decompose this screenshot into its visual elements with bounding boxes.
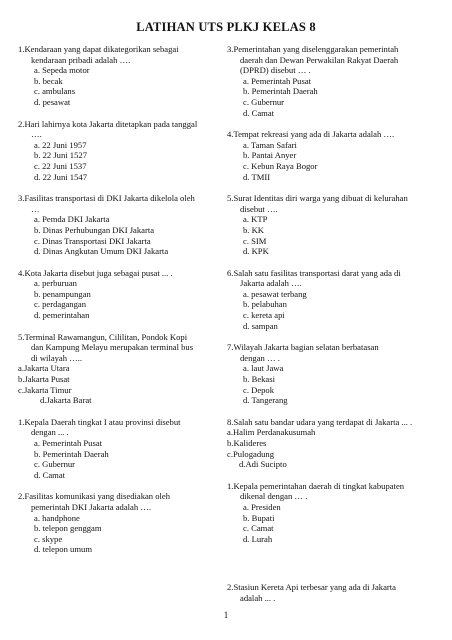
answer-option: b.Jakarta Pusat xyxy=(18,374,70,385)
question-item xyxy=(18,417,223,481)
answer-option: b. becak xyxy=(34,75,63,86)
question-stem-line: 1.Kendaraan yang dapat dikategorikan sebagai xyxy=(18,44,179,54)
question-stem-line: 4.Kota Jakarta disebut juga sebagai pusat ... . xyxy=(18,267,173,278)
answer-option: c. Gubernur xyxy=(34,459,76,470)
question-stem xyxy=(18,193,223,214)
question-item xyxy=(227,44,437,118)
page-title: LATIHAN UTS PLKJ KELAS 8 xyxy=(136,20,316,34)
answer-option: a. Pemerintah Pusat xyxy=(34,438,103,448)
answer-option: c.Jakarta Timur xyxy=(18,384,72,395)
answer-option: b. Pantai Anyer xyxy=(243,150,297,161)
question-stem-line: di wilayah ….. xyxy=(31,352,83,363)
answer-option: a. handphone xyxy=(34,512,80,523)
answer-option: a. Pemerintah Pusat xyxy=(243,75,312,86)
answer-option: b. Pemerintah Daerah xyxy=(243,86,318,97)
question-stem xyxy=(227,268,437,289)
answer-option: d. telepon umum xyxy=(34,544,92,555)
question-stem-line: 2.Fasilitas komunikasi yang disediakan oleh xyxy=(18,491,171,502)
answer-option: d. TMII xyxy=(243,171,271,182)
answer-option: b. 22 Juni 1527 xyxy=(34,150,87,161)
question-stem xyxy=(227,342,437,363)
answer-option: d. sampan xyxy=(243,320,278,331)
answer-option: a. pesawat terbang xyxy=(243,288,307,299)
right-column xyxy=(227,44,437,615)
question-stem-line: daerah dan Dewan Perwakilan Rakyat Daerah xyxy=(240,54,399,65)
answer-option: a.Jakarta Utara xyxy=(18,363,70,374)
question-stem xyxy=(227,481,437,502)
question-stem-line: 4.Tempat rekreasi yang ada di Jakarta adalah …. xyxy=(227,129,395,140)
question-item xyxy=(227,342,437,406)
question-stem-line: 5.Surat Identitas diri warga yang dibuat di kelurahan xyxy=(227,193,408,204)
question-item xyxy=(18,119,223,183)
question-item xyxy=(18,44,223,108)
answer-option: a. Taman Safari xyxy=(243,139,297,150)
question-stem-line: pemerintah DKI Jakarta adalah …. xyxy=(31,501,152,512)
answer-option: c. SIM xyxy=(243,235,267,246)
question-item xyxy=(227,268,437,332)
answer-option: c.Pulogadung xyxy=(227,448,275,459)
answer-option: d.Jakarta Barat xyxy=(40,395,92,406)
question-stem xyxy=(18,491,223,512)
answer-option: c. Camat xyxy=(243,523,274,534)
answer-option: b.Kalideres xyxy=(227,438,267,448)
answer-option: a. KTP xyxy=(243,214,268,225)
question-stem-line: 2.Hari lahirnya kota Jakarta ditetapkan pada tanggal xyxy=(18,118,198,129)
answer-option: d.Adi Sucipto xyxy=(239,459,287,470)
question-stem-line: 1.Kepala Daerah tingkat I atau provinsi disebut xyxy=(18,416,181,427)
question-stem-line: 6.Salah satu fasilitas transportasi darat yang ada di xyxy=(227,267,401,278)
question-stem xyxy=(18,332,223,364)
question-stem-line: 3.Pemerintahan yang diselenggarakan pemerintah xyxy=(227,44,399,54)
answer-option: b. telepon genggam xyxy=(34,523,102,534)
answer-option: c. perdagangan xyxy=(34,299,87,310)
answer-option: c. Depok xyxy=(243,384,275,395)
answer-option: d. 22 Juni 1547 xyxy=(34,171,87,182)
question-item xyxy=(18,268,223,321)
question-stem-line: …. xyxy=(31,129,42,140)
answer-option: c. 22 Juni 1537 xyxy=(34,160,87,171)
answer-option: c. kereta api xyxy=(243,310,285,321)
question-stem-line: 1.Kepala pemerintahan daerah di tingkat kabupaten xyxy=(227,480,405,491)
question-item xyxy=(227,129,437,182)
question-item xyxy=(18,491,223,555)
question-stem xyxy=(18,417,223,438)
answer-option: b. Bekasi xyxy=(243,374,275,385)
answer-option: b. Pemerintah Daerah xyxy=(34,448,109,459)
question-item xyxy=(227,582,437,603)
answer-option: d. pemerintahan xyxy=(34,310,90,321)
question-stem-line: adalah ... . xyxy=(240,592,276,603)
answer-option: a. perburuan xyxy=(34,278,77,289)
answer-option: b. Dinas Perhubungan DKI Jakarta xyxy=(34,224,155,235)
question-stem xyxy=(227,193,437,214)
question-stem xyxy=(227,44,437,76)
answer-option: d. Camat xyxy=(243,107,275,118)
answer-option: d. KPK xyxy=(243,246,269,257)
answer-option: d. Lurah xyxy=(243,533,273,544)
question-stem xyxy=(18,119,223,140)
question-stem-line: 5.Terminal Rawamangun, Cililitan, Pondok Kopi xyxy=(18,331,188,342)
answer-option: c. ambulans xyxy=(34,86,76,97)
left-column xyxy=(18,44,223,566)
answer-option: a. Sepeda motor xyxy=(34,65,90,76)
answer-option: a.Halim Perdanakusumah xyxy=(227,427,316,438)
question-stem-line: Jakarta adalah …. xyxy=(240,278,302,289)
answer-option: d. Dinas Angkutan Umum DKI Jakarta xyxy=(34,246,169,257)
page-number: 1 xyxy=(223,610,229,620)
question-stem xyxy=(18,268,223,279)
answer-option: b. KK xyxy=(243,224,265,235)
question-stem-line: dikenal dengan … . xyxy=(240,491,308,502)
question-item xyxy=(227,481,437,545)
answer-option: b. penampungan xyxy=(34,288,91,299)
question-stem-line: dengan ... . xyxy=(31,427,69,438)
answer-option: a. Presiden xyxy=(243,501,281,512)
answer-option: c. Dinas Transportasi DKI Jakarta xyxy=(34,235,151,246)
answer-option: d. Camat xyxy=(34,469,66,480)
question-stem-line: dan Kampung Melayu merupakan terminal bus xyxy=(31,342,194,353)
question-item xyxy=(227,193,437,257)
question-stem-line: (DPRD) disebut … . xyxy=(240,65,311,76)
question-item xyxy=(18,332,223,406)
question-stem-line: … xyxy=(31,203,40,214)
question-stem-line: kendaraan pribadi adalah …. xyxy=(31,54,131,65)
answer-option: d. Tangerang xyxy=(243,395,288,406)
question-stem-line: 7.Wilayah Jakarta bagian selatan berbatasan xyxy=(227,342,379,353)
answer-option: b. pelabuhan xyxy=(243,299,287,310)
question-stem-line: 3.Fasilitas transportasi di DKI Jakarta dikelola oleh xyxy=(18,193,195,204)
question-stem xyxy=(227,417,437,428)
question-item xyxy=(227,417,437,470)
question-stem-line: dengan … . xyxy=(240,352,280,363)
question-stem xyxy=(227,129,437,140)
answer-option: d. pesawat xyxy=(34,96,71,107)
answer-option: c. Gubernur xyxy=(243,96,285,107)
question-stem-line: 2.Stasiun Kereta Api terbesar yang ada di Jakarta xyxy=(227,582,396,593)
question-stem-line: disebut …. xyxy=(240,203,278,214)
answer-option: a. 22 Juni 1957 xyxy=(34,139,87,150)
answer-option: a. Pemda DKI Jakarta xyxy=(34,214,110,225)
answer-option: a. laut Jawa xyxy=(243,363,284,374)
answer-option: c. skype xyxy=(34,533,63,544)
question-stem xyxy=(227,582,437,603)
question-stem-line: 8.Salah satu bandar udara yang terdapat di Jakarta ... . xyxy=(227,416,413,427)
answer-option: c. Kebun Raya Bogor xyxy=(243,160,318,171)
answer-option: b. Bupati xyxy=(243,512,275,523)
question-stem xyxy=(18,44,223,65)
question-item xyxy=(18,193,223,257)
